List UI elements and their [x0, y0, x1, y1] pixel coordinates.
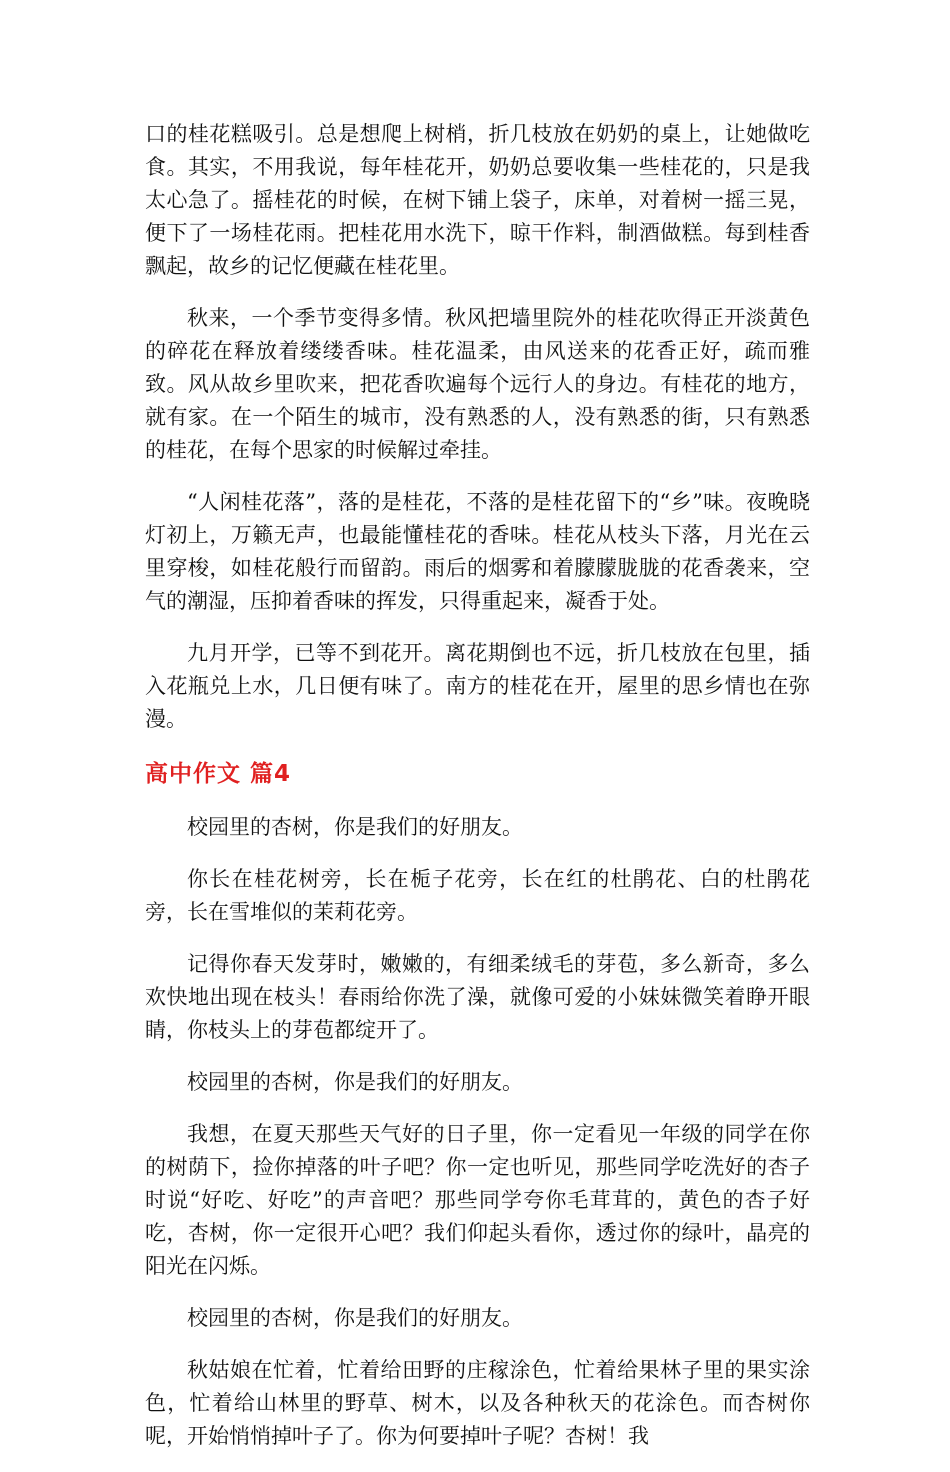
paragraph: 秋姑娘在忙着，忙着给田野的庄稼涂色，忙着给果林子里的果实涂色，忙着给山林里的野草、树木，以及各种秋天的花涂色。而杏树你呢，开始悄悄掉叶子了。你为何要掉叶子呢？杏树！我 [145, 1358, 810, 1448]
paragraph: 九月开学，已等不到花开。离花期倒也不远，折几枝放在包里，插入花瓶兑上水，几日便有味了。南方的桂花在开，屋里的思乡情也在弥漫。 [145, 641, 810, 731]
paragraph: 记得你春天发芽时，嫩嫩的，有细柔绒毛的芽苞，多么新奇，多么欢快地出现在枝头！春雨给你洗了澡，就像可爱的小妹妹微笑着睁开眼睛，你枝头上的芽苞都绽开了。 [145, 952, 810, 1042]
document-body [145, 118, 810, 1472]
section-heading: 高中作文 篇4 [145, 761, 292, 787]
paragraph: “人闲桂花落”，落的是桂花，不落的是桂花留下的“乡”味。夜晚晓灯初上，万籁无声，也最能懂桂花的香味。桂花从枝头下落，月光在云里穿梭，如桂花般行而留韵。雨后的烟雾和着朦朦胧胧的花香袭来，空气的潮湿，压抑着香味的挥发，只得重起来，凝香于处。 [145, 490, 810, 613]
paragraph: 你长在桂花树旁，长在栀子花旁，长在红的杜鹃花、白的杜鹃花旁，长在雪堆似的茉莉花旁。 [145, 867, 810, 924]
paragraph: 校园里的杏树，你是我们的好朋友。 [187, 1306, 523, 1330]
paragraph: 校园里的杏树，你是我们的好朋友。 [187, 1070, 523, 1094]
paragraph: 秋来，一个季节变得多情。秋风把墙里院外的桂花吹得正开淡黄色的碎花在释放着缕缕香味。桂花温柔，由风送来的花香正好，疏而雅致。风从故乡里吹来，把花香吹遍每个远行人的身边。有桂花的地方，就有家。在一个陌生的城市，没有熟悉的人，没有熟悉的街，只有熟悉的桂花，在每个思家的时候解过牵挂。 [145, 306, 810, 462]
paragraph: 我想，在夏天那些天气好的日子里，你一定看见一年级的同学在你的树荫下，捡你掉落的叶子吧？你一定也听见，那些同学吃洗好的杏子时说“好吃、好吃”的声音吧？那些同学夸你毛茸茸的，黄色的杏子好吃，杏树，你一定很开心吧？我们仰起头看你，透过你的绿叶，晶亮的阳光在闪烁。 [145, 1122, 810, 1278]
paragraph: 口的桂花糕吸引。总是想爬上树梢，折几枝放在奶奶的桌上，让她做吃食。其实，不用我说，每年桂花开，奶奶总要收集一些桂花的，只是我太心急了。摇桂花的时候，在树下铺上袋子，床单，对着树一摇三晃，便下了一场桂花雨。把桂花用水洗下，晾干作料，制酒做糕。每到桂香飘起，故乡的记忆便藏在桂花里。 [145, 122, 810, 278]
paragraph: 校园里的杏树，你是我们的好朋友。 [187, 815, 523, 839]
